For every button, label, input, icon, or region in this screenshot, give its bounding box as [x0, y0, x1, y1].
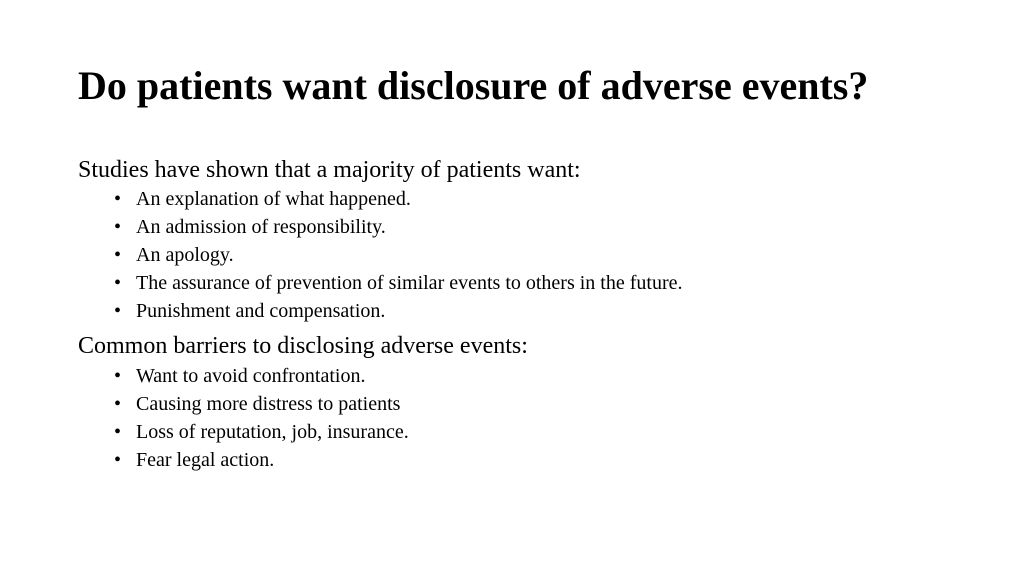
- list-item-text: Causing more distress to patients: [136, 393, 401, 415]
- list-item-text: An admission of responsibility.: [136, 216, 386, 238]
- slide-title: Do patients want disclosure of adverse events?: [78, 63, 869, 108]
- list-item: [114, 241, 683, 269]
- section-heading-patients-want: Studies have shown that a majority of patients want:: [78, 157, 581, 183]
- bullet-icon: •: [114, 393, 122, 415]
- bullet-icon: •: [114, 216, 122, 238]
- list-item-text: An apology.: [136, 244, 234, 266]
- list-item: [114, 185, 683, 213]
- bullet-icon: •: [114, 365, 122, 387]
- list-item: [114, 269, 683, 297]
- bullet-icon: •: [114, 300, 122, 322]
- list-item: [114, 213, 683, 241]
- bullet-icon: •: [114, 449, 122, 471]
- list-item-text: Want to avoid confrontation.: [136, 365, 366, 387]
- list-item: [114, 362, 409, 390]
- list-item-text: Fear legal action.: [136, 449, 275, 471]
- bullet-list-patients-want: [114, 185, 683, 325]
- bullet-list-barriers: [114, 362, 409, 474]
- list-item-text: The assurance of prevention of similar events to others in the future.: [136, 272, 683, 294]
- list-item: [114, 418, 409, 446]
- list-item: [114, 390, 409, 418]
- list-item-text: Loss of reputation, job, insurance.: [136, 421, 409, 443]
- list-item: [114, 446, 409, 474]
- list-item-text: An explanation of what happened.: [136, 188, 411, 210]
- bullet-icon: •: [114, 244, 122, 266]
- bullet-icon: •: [114, 421, 122, 443]
- list-item: [114, 297, 683, 325]
- list-item-text: Punishment and compensation.: [136, 300, 386, 322]
- bullet-icon: •: [114, 188, 122, 210]
- bullet-icon: •: [114, 272, 122, 294]
- section-heading-barriers: Common barriers to disclosing adverse events:: [78, 333, 528, 359]
